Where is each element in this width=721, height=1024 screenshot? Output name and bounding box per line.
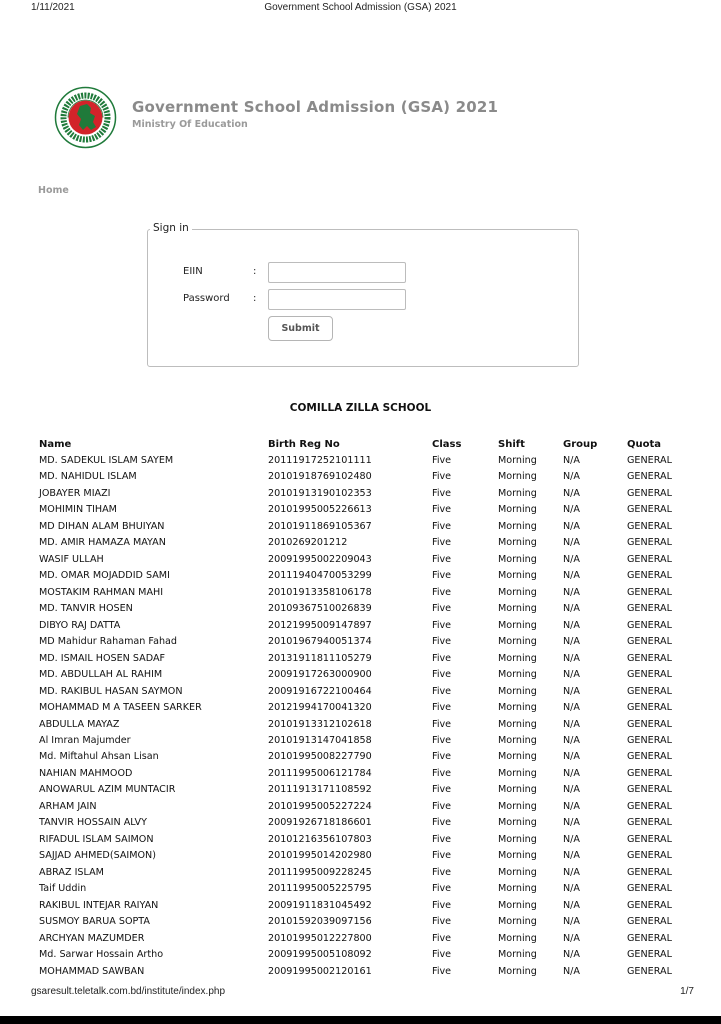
cell-class: Five [432, 603, 452, 615]
cell-group: N/A [563, 866, 580, 878]
cell-shift: Morning [498, 883, 537, 895]
table-row [0, 882, 721, 898]
cell-class: Five [432, 883, 452, 895]
cell-shift: Morning [498, 455, 537, 466]
cell-name: JOBAYER MIAZI [39, 487, 111, 499]
cell-name: MD. ISMAIL HOSEN SADAF [39, 652, 166, 664]
cell-group: N/A [563, 817, 580, 829]
table-row [0, 750, 721, 766]
cell-shift: Morning [498, 652, 537, 664]
cell-quota: GENERAL [627, 487, 672, 499]
table-row [0, 849, 721, 865]
cell-birth-reg: 20101913147041858 [268, 734, 372, 746]
cell-class: Five [432, 520, 452, 532]
cell-group: N/A [563, 965, 580, 977]
eiin-label: EIIN [183, 266, 203, 277]
cell-name: ABRAZ ISLAM [39, 866, 104, 878]
cell-quota: GENERAL [627, 553, 672, 565]
table-row [0, 767, 721, 783]
cell-shift: Morning [498, 833, 537, 845]
nav-home-link[interactable]: Home [38, 185, 69, 196]
cell-name: ABDULLA MAYAZ [39, 718, 120, 730]
cell-class: Five [432, 455, 452, 466]
cell-shift: Morning [498, 586, 537, 598]
cell-birth-reg: 20111995005225795 [268, 883, 372, 895]
cell-birth-reg: 20101913190102353 [268, 487, 372, 499]
cell-quota: GENERAL [627, 520, 672, 532]
cell-shift: Morning [498, 949, 537, 961]
cell-quota: GENERAL [627, 619, 672, 631]
table-row [0, 470, 721, 486]
cell-birth-reg: 20121995009147897 [268, 619, 372, 631]
cell-group: N/A [563, 883, 580, 895]
cell-class: Five [432, 965, 452, 977]
cell-quota: GENERAL [627, 850, 672, 862]
cell-birth-reg: 20101918769102480 [268, 471, 372, 483]
cell-group: N/A [563, 586, 580, 598]
cell-name: DIBYO RAJ DATTA [39, 619, 121, 631]
cell-name: NAHIAN MAHMOOD [39, 767, 133, 779]
cell-group: N/A [563, 652, 580, 664]
cell-quota: GENERAL [627, 751, 672, 763]
cell-shift: Morning [498, 619, 537, 631]
cell-birth-reg: 20101913358106178 [268, 586, 372, 598]
cell-class: Five [432, 570, 452, 582]
table-row [0, 569, 721, 585]
site-subtitle: Ministry Of Education [132, 119, 248, 130]
cell-group: N/A [563, 619, 580, 631]
cell-class: Five [432, 817, 452, 829]
print-title: Government School Admission (GSA) 2021 [264, 2, 457, 13]
cell-quota: GENERAL [627, 899, 672, 911]
header-birth-reg: Birth Reg No [268, 439, 340, 450]
cell-shift: Morning [498, 504, 537, 516]
cell-birth-reg: 20101995005226613 [268, 504, 372, 516]
cell-shift: Morning [498, 570, 537, 582]
cell-class: Five [432, 652, 452, 664]
table-row [0, 487, 721, 503]
govt-seal-logo[interactable] [54, 86, 117, 149]
cell-shift: Morning [498, 636, 537, 648]
cell-birth-reg: 20101911869105367 [268, 520, 372, 532]
password-colon: : [253, 293, 257, 304]
print-date: 1/11/2021 [31, 2, 75, 13]
cell-group: N/A [563, 850, 580, 862]
cell-class: Five [432, 586, 452, 598]
cell-shift: Morning [498, 520, 537, 532]
cell-group: N/A [563, 800, 580, 812]
table-row [0, 734, 721, 750]
cell-name: MD. AMIR HAMAZA MAYAN [39, 537, 166, 549]
cell-birth-reg: 2010269201212 [268, 537, 348, 549]
cell-class: Five [432, 718, 452, 730]
header-group: Group [563, 439, 598, 450]
cell-group: N/A [563, 471, 580, 483]
cell-shift: Morning [498, 718, 537, 730]
cell-name: MOHIMIN TIHAM [39, 504, 117, 516]
cell-class: Five [432, 504, 452, 516]
cell-birth-reg: 20101995005227224 [268, 800, 372, 812]
cell-birth-reg: 20091917263000900 [268, 669, 372, 681]
cell-group: N/A [563, 949, 580, 961]
cell-quota: GENERAL [627, 702, 672, 714]
table-row [0, 668, 721, 684]
cell-shift: Morning [498, 767, 537, 779]
signin-legend: Sign in [150, 222, 192, 234]
cell-quota: GENERAL [627, 586, 672, 598]
cell-birth-reg: 20111913171108592 [268, 784, 372, 796]
cell-class: Five [432, 784, 452, 796]
cell-group: N/A [563, 520, 580, 532]
cell-shift: Morning [498, 751, 537, 763]
cell-group: N/A [563, 669, 580, 681]
cell-name: TANVIR HOSSAIN ALVY [39, 817, 147, 829]
cell-quota: GENERAL [627, 883, 672, 895]
cell-shift: Morning [498, 487, 537, 499]
password-input[interactable] [268, 289, 406, 310]
cell-quota: GENERAL [627, 718, 672, 730]
cell-name: Al Imran Majumder [39, 734, 131, 746]
cell-quota: GENERAL [627, 916, 672, 928]
cell-class: Five [432, 833, 452, 845]
cell-group: N/A [563, 570, 580, 582]
cell-shift: Morning [498, 965, 537, 977]
cell-quota: GENERAL [627, 455, 672, 466]
cell-birth-reg: 20101995014202980 [268, 850, 372, 862]
cell-name: MD. NAHIDUL ISLAM [39, 471, 137, 483]
cell-class: Five [432, 619, 452, 631]
cell-group: N/A [563, 751, 580, 763]
cell-name: Md. Miftahul Ahsan Lisan [39, 751, 159, 763]
cell-group: N/A [563, 455, 580, 466]
cell-shift: Morning [498, 685, 537, 697]
cell-class: Five [432, 471, 452, 483]
cell-shift: Morning [498, 817, 537, 829]
bottom-bar [0, 1016, 721, 1024]
cell-birth-reg: 20111995009228245 [268, 866, 372, 878]
cell-shift: Morning [498, 850, 537, 862]
cell-birth-reg: 20101592039097156 [268, 916, 372, 928]
table-row [0, 833, 721, 849]
cell-name: MD DIHAN ALAM BHUIYAN [39, 520, 165, 532]
cell-quota: GENERAL [627, 817, 672, 829]
cell-birth-reg: 20101967940051374 [268, 636, 372, 648]
cell-shift: Morning [498, 932, 537, 944]
cell-class: Five [432, 932, 452, 944]
table-row [0, 602, 721, 618]
cell-name: MD. OMAR MOJADDID SAMI [39, 570, 170, 582]
table-row [0, 800, 721, 816]
cell-class: Five [432, 487, 452, 499]
bangladesh-govt-seal-icon [54, 86, 117, 149]
cell-class: Five [432, 553, 452, 565]
cell-name: Md. Sarwar Hossain Artho [39, 949, 164, 961]
cell-birth-reg: 20091911831045492 [268, 899, 372, 911]
cell-group: N/A [563, 784, 580, 796]
cell-name: RAKIBUL INTEJAR RAIYAN [39, 899, 159, 911]
cell-birth-reg: 20101913312102618 [268, 718, 372, 730]
cell-class: Five [432, 669, 452, 681]
table-row [0, 718, 721, 734]
cell-shift: Morning [498, 734, 537, 746]
print-header [0, 2, 721, 16]
table-row [0, 932, 721, 948]
header-quota: Quota [627, 439, 662, 450]
cell-shift: Morning [498, 669, 537, 681]
cell-group: N/A [563, 916, 580, 928]
cell-birth-reg: 20091916722100464 [268, 685, 372, 697]
cell-shift: Morning [498, 553, 537, 565]
table-row [0, 503, 721, 519]
cell-name: MD. RAKIBUL HASAN SAYMON [39, 685, 183, 697]
cell-quota: GENERAL [627, 767, 672, 779]
cell-birth-reg: 20121994170041320 [268, 702, 372, 714]
cell-quota: GENERAL [627, 570, 672, 582]
table-row [0, 899, 721, 915]
cell-birth-reg: 20111940470053299 [268, 570, 372, 582]
cell-name: SAJJAD AHMED(SAIMON) [39, 850, 156, 862]
cell-name: MOHAMMAD SAWBAN [39, 965, 145, 977]
table-row [0, 652, 721, 668]
cell-name: MOHAMMAD M A TASEEN SARKER [39, 702, 202, 714]
table-row [0, 635, 721, 651]
cell-shift: Morning [498, 471, 537, 483]
header-shift: Shift [498, 439, 525, 450]
cell-birth-reg: 20091995002209043 [268, 553, 372, 565]
table-row [0, 685, 721, 701]
cell-birth-reg: 20101995008227790 [268, 751, 372, 763]
cell-shift: Morning [498, 800, 537, 812]
table-row [0, 701, 721, 717]
cell-quota: GENERAL [627, 537, 672, 549]
cell-class: Five [432, 850, 452, 862]
table-row [0, 783, 721, 799]
cell-class: Five [432, 702, 452, 714]
cell-birth-reg: 20111995006121784 [268, 767, 372, 779]
cell-shift: Morning [498, 899, 537, 911]
cell-group: N/A [563, 718, 580, 730]
cell-quota: GENERAL [627, 685, 672, 697]
cell-quota: GENERAL [627, 652, 672, 664]
cell-name: MD. SADEKUL ISLAM SAYEM [39, 455, 174, 466]
cell-birth-reg: 20131911811105279 [268, 652, 372, 664]
table-row [0, 553, 721, 569]
table-row [0, 619, 721, 635]
cell-group: N/A [563, 553, 580, 565]
cell-class: Five [432, 916, 452, 928]
cell-shift: Morning [498, 866, 537, 878]
cell-name: MD Mahidur Rahaman Fahad [39, 636, 177, 648]
cell-name: Taif Uddin [39, 883, 87, 895]
cell-name: MD. TANVIR HOSEN [39, 603, 133, 615]
cell-birth-reg: 20091995005108092 [268, 949, 372, 961]
table-row [0, 454, 721, 470]
cell-name: MD. ABDULLAH AL RAHIM [39, 669, 163, 681]
cell-quota: GENERAL [627, 669, 672, 681]
cell-group: N/A [563, 767, 580, 779]
cell-group: N/A [563, 603, 580, 615]
cell-shift: Morning [498, 916, 537, 928]
cell-quota: GENERAL [627, 504, 672, 516]
cell-quota: GENERAL [627, 965, 672, 977]
cell-class: Five [432, 866, 452, 878]
cell-class: Five [432, 899, 452, 911]
cell-name: ARCHYAN MAZUMDER [39, 932, 145, 944]
submit-button[interactable]: Submit [268, 316, 333, 341]
header-name: Name [39, 439, 72, 450]
table-row [0, 915, 721, 931]
eiin-colon: : [253, 266, 257, 277]
cell-shift: Morning [498, 603, 537, 615]
cell-quota: GENERAL [627, 603, 672, 615]
cell-group: N/A [563, 487, 580, 499]
cell-name: ANOWARUL AZIM MUNTACIR [39, 784, 176, 796]
cell-quota: GENERAL [627, 866, 672, 878]
cell-quota: GENERAL [627, 800, 672, 812]
password-label: Password [183, 293, 230, 304]
cell-shift: Morning [498, 537, 537, 549]
student-table-body [0, 454, 721, 981]
cell-name: WASIF ULLAH [39, 553, 104, 565]
cell-name: RIFADUL ISLAM SAIMON [39, 833, 154, 845]
cell-quota: GENERAL [627, 833, 672, 845]
table-row [0, 816, 721, 832]
cell-group: N/A [563, 702, 580, 714]
cell-group: N/A [563, 899, 580, 911]
cell-quota: GENERAL [627, 734, 672, 746]
cell-quota: GENERAL [627, 932, 672, 944]
cell-class: Five [432, 800, 452, 812]
cell-group: N/A [563, 685, 580, 697]
cell-shift: Morning [498, 784, 537, 796]
cell-quota: GENERAL [627, 949, 672, 961]
cell-birth-reg: 20109367510026839 [268, 603, 372, 615]
table-row [0, 520, 721, 536]
cell-group: N/A [563, 833, 580, 845]
cell-birth-reg: 20111917252101111 [268, 455, 372, 466]
cell-class: Five [432, 734, 452, 746]
cell-group: N/A [563, 537, 580, 549]
cell-quota: GENERAL [627, 471, 672, 483]
cell-birth-reg: 20101995012227800 [268, 932, 372, 944]
table-row [0, 536, 721, 552]
cell-birth-reg: 20091926718186601 [268, 817, 372, 829]
table-row [0, 948, 721, 964]
cell-group: N/A [563, 734, 580, 746]
table-row [0, 586, 721, 602]
cell-quota: GENERAL [627, 784, 672, 796]
school-name: COMILLA ZILLA SCHOOL [289, 402, 432, 414]
cell-birth-reg: 20091995002120161 [268, 965, 372, 977]
cell-name: ARHAM JAIN [39, 800, 97, 812]
cell-class: Five [432, 636, 452, 648]
cell-class: Five [432, 949, 452, 961]
table-row [0, 866, 721, 882]
cell-name: SUSMOY BARUA SOPTA [39, 916, 150, 928]
table-row [0, 965, 721, 981]
cell-class: Five [432, 751, 452, 763]
cell-class: Five [432, 685, 452, 697]
header-class: Class [432, 439, 462, 450]
cell-quota: GENERAL [627, 636, 672, 648]
cell-group: N/A [563, 504, 580, 516]
site-title: Government School Admission (GSA) 2021 [132, 98, 499, 116]
eiin-input[interactable] [268, 262, 406, 283]
cell-name: MOSTAKIM RAHMAN MAHI [39, 586, 164, 598]
cell-group: N/A [563, 636, 580, 648]
cell-shift: Morning [498, 702, 537, 714]
print-footer-page: 1/7 [680, 986, 694, 997]
cell-class: Five [432, 537, 452, 549]
print-footer-url: gsaresult.teletalk.com.bd/institute/index.php [31, 986, 225, 997]
cell-class: Five [432, 767, 452, 779]
cell-group: N/A [563, 932, 580, 944]
cell-birth-reg: 20101216356107803 [268, 833, 372, 845]
